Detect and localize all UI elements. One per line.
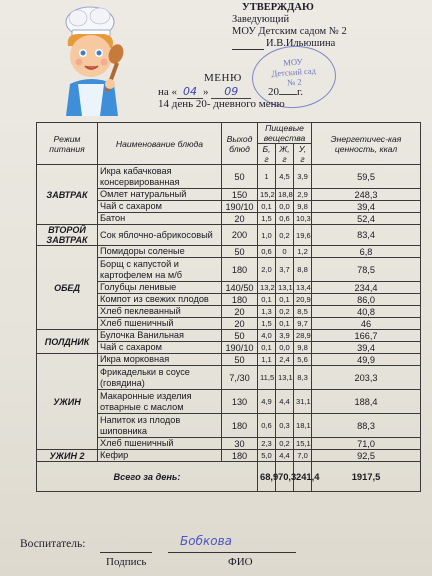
dish-name: Икра кабачковая консервированная bbox=[98, 165, 222, 189]
menu-table-body bbox=[37, 165, 421, 462]
dish-energy: 71,0 bbox=[312, 438, 421, 450]
dish-name: Хлеб пшеничный bbox=[98, 318, 222, 330]
page-title: МЕНЮ bbox=[204, 72, 242, 84]
dish-fat: 0,2 bbox=[276, 438, 294, 450]
dish-name: Сок яблочно-абрикосовый bbox=[98, 225, 222, 246]
dish-protein: 0,6 bbox=[258, 414, 276, 438]
dish-energy: 83,4 bbox=[312, 225, 421, 246]
dish-output: 130 bbox=[222, 390, 258, 414]
header-regime: Режим питания bbox=[37, 123, 98, 165]
total-carbs: 241,4 bbox=[294, 462, 312, 492]
dish-output: 30 bbox=[222, 438, 258, 450]
dish-output: 180 bbox=[222, 450, 258, 462]
dish-carbs: 3,9 bbox=[294, 165, 312, 189]
table-row bbox=[37, 354, 421, 366]
dish-carbs: 8,3 bbox=[294, 366, 312, 390]
dish-name: Батон bbox=[98, 213, 222, 225]
dish-carbs: 8,8 bbox=[294, 258, 312, 282]
dish-fat: 0 bbox=[276, 246, 294, 258]
approval-signer-line bbox=[232, 38, 432, 50]
dish-output: 190/10 bbox=[222, 201, 258, 213]
date-year-suffix: г. bbox=[297, 86, 304, 98]
meal-name: ВТОРОЙ ЗАВТРАК bbox=[37, 225, 98, 246]
menu-subtitle: 14 день 20- дневного меню bbox=[158, 98, 285, 110]
date-quote: » bbox=[203, 86, 209, 98]
dish-output: 7,/30 bbox=[222, 366, 258, 390]
dish-output: 50 bbox=[222, 354, 258, 366]
dish-fat: 0,3 bbox=[276, 414, 294, 438]
dish-name: Голубцы ленивые bbox=[98, 282, 222, 294]
dish-protein: 4,0 bbox=[258, 330, 276, 342]
dish-carbs: 13,4 bbox=[294, 282, 312, 294]
dish-fat: 13,1 bbox=[276, 366, 294, 390]
dish-protein: 4,9 bbox=[258, 390, 276, 414]
header-nutrients: Пищевые вещества bbox=[258, 123, 312, 144]
date-year-blank bbox=[279, 94, 297, 95]
approval-heading: УТВЕРЖДАЮ bbox=[242, 2, 314, 13]
dish-energy: 46 bbox=[312, 318, 421, 330]
dish-carbs: 9,8 bbox=[294, 201, 312, 213]
meal-name: ОБЕД bbox=[37, 246, 98, 330]
total-fat: 70,3 bbox=[276, 462, 294, 492]
dish-output: 200 bbox=[222, 225, 258, 246]
dish-name: Омлет натуральный bbox=[98, 189, 222, 201]
dish-name: Компот из свежих плодов bbox=[98, 294, 222, 306]
dish-output: 20 bbox=[222, 318, 258, 330]
dish-energy: 78,5 bbox=[312, 258, 421, 282]
approval-position: Заведующий bbox=[232, 14, 290, 25]
dish-output: 180 bbox=[222, 294, 258, 306]
dish-fat: 4,4 bbox=[276, 450, 294, 462]
handwritten-signature: Бобкова bbox=[180, 534, 232, 548]
table-row bbox=[37, 246, 421, 258]
dish-output: 50 bbox=[222, 246, 258, 258]
dish-carbs: 1,2 bbox=[294, 246, 312, 258]
dish-protein: 1,5 bbox=[258, 213, 276, 225]
dish-output: 150 bbox=[222, 189, 258, 201]
dish-fat: 3,7 bbox=[276, 258, 294, 282]
dish-fat: 0,0 bbox=[276, 201, 294, 213]
header-protein: Б, г bbox=[258, 144, 276, 165]
stamp-line-1: МОУ bbox=[283, 56, 303, 68]
signature-caption: Подпись bbox=[106, 556, 147, 568]
dish-carbs: 7,0 bbox=[294, 450, 312, 462]
date-year-prefix: 20 bbox=[268, 86, 280, 98]
dish-protein: 0,1 bbox=[258, 294, 276, 306]
dish-fat: 2,4 bbox=[276, 354, 294, 366]
signature-blank bbox=[232, 49, 264, 50]
dish-output: 20 bbox=[222, 306, 258, 318]
dish-output: 190/10 bbox=[222, 342, 258, 354]
dish-protein: 1 bbox=[258, 165, 276, 189]
menu-date bbox=[158, 85, 303, 99]
meal-name: ПОЛДНИК bbox=[37, 330, 98, 354]
header-output: Выход блюд bbox=[222, 123, 258, 165]
dish-carbs: 5,6 bbox=[294, 354, 312, 366]
approval-signer: И.В.Ильюшина bbox=[266, 38, 336, 49]
dish-protein: 11,5 bbox=[258, 366, 276, 390]
total-protein: 68,9 bbox=[258, 462, 276, 492]
fio-caption: ФИО bbox=[228, 556, 253, 568]
dish-name: Фрикадельки в соусе (говядина) bbox=[98, 366, 222, 390]
dish-fat: 0,6 bbox=[276, 213, 294, 225]
header-fat: Ж, г bbox=[276, 144, 294, 165]
table-row bbox=[37, 450, 421, 462]
dish-name: Макаронные изделия отварные с маслом bbox=[98, 390, 222, 414]
dish-protein: 1,3 bbox=[258, 306, 276, 318]
dish-fat: 3,9 bbox=[276, 330, 294, 342]
header-carbs: У, г bbox=[294, 144, 312, 165]
dish-protein: 1,1 bbox=[258, 354, 276, 366]
dish-carbs: 9,8 bbox=[294, 342, 312, 354]
dish-name: Хлеб пшеничный bbox=[98, 438, 222, 450]
dish-carbs: 18,1 bbox=[294, 414, 312, 438]
approval-institution: МОУ Детским садом № 2 bbox=[232, 26, 347, 37]
signature-line bbox=[100, 552, 152, 553]
dish-carbs: 9,7 bbox=[294, 318, 312, 330]
dish-protein: 1,0 bbox=[258, 225, 276, 246]
dish-output: 20 bbox=[222, 213, 258, 225]
dish-energy: 86,0 bbox=[312, 294, 421, 306]
dish-fat: 0,0 bbox=[276, 342, 294, 354]
dish-carbs: 31,1 bbox=[294, 390, 312, 414]
dish-name: Борщ с капустой и картофелем на м/б bbox=[98, 258, 222, 282]
table-row bbox=[37, 225, 421, 246]
chef-boy-illustration bbox=[52, 4, 132, 124]
date-day: 04 bbox=[177, 85, 203, 99]
dish-fat: 18,8 bbox=[276, 189, 294, 201]
menu-table bbox=[36, 122, 421, 492]
date-month: 09 bbox=[211, 85, 251, 99]
dish-energy: 39,4 bbox=[312, 342, 421, 354]
dish-output: 50 bbox=[222, 330, 258, 342]
dish-energy: 59,5 bbox=[312, 165, 421, 189]
table-row bbox=[37, 330, 421, 342]
dish-fat: 0,2 bbox=[276, 225, 294, 246]
dish-energy: 203,3 bbox=[312, 366, 421, 390]
approval-block bbox=[232, 2, 432, 50]
dish-protein: 1,5 bbox=[258, 318, 276, 330]
dish-output: 180 bbox=[222, 414, 258, 438]
dish-carbs: 15,1 bbox=[294, 438, 312, 450]
dish-protein: 15,2 bbox=[258, 189, 276, 201]
dish-name: Напиток из плодов шиповника bbox=[98, 414, 222, 438]
stamp-line-2: Детский сад bbox=[271, 65, 317, 79]
dish-fat: 4,5 bbox=[276, 165, 294, 189]
dish-name: Чай с сахаром bbox=[98, 201, 222, 213]
date-prefix: на « bbox=[158, 86, 178, 98]
dish-fat: 0,1 bbox=[276, 294, 294, 306]
document-footer bbox=[0, 536, 432, 576]
dish-name: Хлеб пеклеванный bbox=[98, 306, 222, 318]
meal-name: УЖИН bbox=[37, 354, 98, 450]
dish-protein: 2,0 bbox=[258, 258, 276, 282]
stamp-line-3: № 2 bbox=[286, 76, 302, 88]
table-row bbox=[37, 165, 421, 189]
dish-carbs: 28,9 bbox=[294, 330, 312, 342]
header-dish: Наименование блюда bbox=[98, 123, 222, 165]
total-energy: 1917,5 bbox=[312, 462, 421, 492]
dish-output: 140/50 bbox=[222, 282, 258, 294]
dish-name: Помидоры соленые bbox=[98, 246, 222, 258]
dish-protein: 0,1 bbox=[258, 201, 276, 213]
dish-energy: 52,4 bbox=[312, 213, 421, 225]
dish-protein: 13,2 bbox=[258, 282, 276, 294]
dish-name: Икра морковная bbox=[98, 354, 222, 366]
dish-carbs: 19,6 bbox=[294, 225, 312, 246]
dish-fat: 0,1 bbox=[276, 318, 294, 330]
dish-carbs: 8,5 bbox=[294, 306, 312, 318]
name-line bbox=[168, 552, 296, 553]
document-header bbox=[0, 0, 432, 120]
dish-energy: 40,8 bbox=[312, 306, 421, 318]
dish-carbs: 2,9 bbox=[294, 189, 312, 201]
total-row bbox=[37, 462, 421, 492]
dish-name: Булочка Ванильная bbox=[98, 330, 222, 342]
dish-protein: 2,3 bbox=[258, 438, 276, 450]
educator-label: Воспитатель: bbox=[20, 538, 86, 550]
dish-energy: 188,4 bbox=[312, 390, 421, 414]
dish-output: 180 bbox=[222, 258, 258, 282]
dish-protein: 0,1 bbox=[258, 342, 276, 354]
dish-protein: 0,6 bbox=[258, 246, 276, 258]
dish-energy: 49,9 bbox=[312, 354, 421, 366]
dish-energy: 39,4 bbox=[312, 201, 421, 213]
header-energy: Энергетичес-кая ценность, ккал bbox=[312, 123, 421, 165]
dish-name: Чай с сахаром bbox=[98, 342, 222, 354]
dish-energy: 234,4 bbox=[312, 282, 421, 294]
dish-fat: 13,1 bbox=[276, 282, 294, 294]
dish-energy: 6,8 bbox=[312, 246, 421, 258]
dish-fat: 4,4 bbox=[276, 390, 294, 414]
dish-energy: 166,7 bbox=[312, 330, 421, 342]
dish-carbs: 20,9 bbox=[294, 294, 312, 306]
dish-energy: 92,5 bbox=[312, 450, 421, 462]
dish-protein: 5,0 bbox=[258, 450, 276, 462]
total-label: Всего за день: bbox=[37, 462, 258, 492]
dish-energy: 88,3 bbox=[312, 414, 421, 438]
dish-output: 50 bbox=[222, 165, 258, 189]
dish-name: Кефир bbox=[98, 450, 222, 462]
meal-name: ЗАВТРАК bbox=[37, 165, 98, 225]
dish-fat: 0,2 bbox=[276, 306, 294, 318]
dish-energy: 248,3 bbox=[312, 189, 421, 201]
dish-carbs: 10,3 bbox=[294, 213, 312, 225]
meal-name: УЖИН 2 bbox=[37, 450, 98, 462]
